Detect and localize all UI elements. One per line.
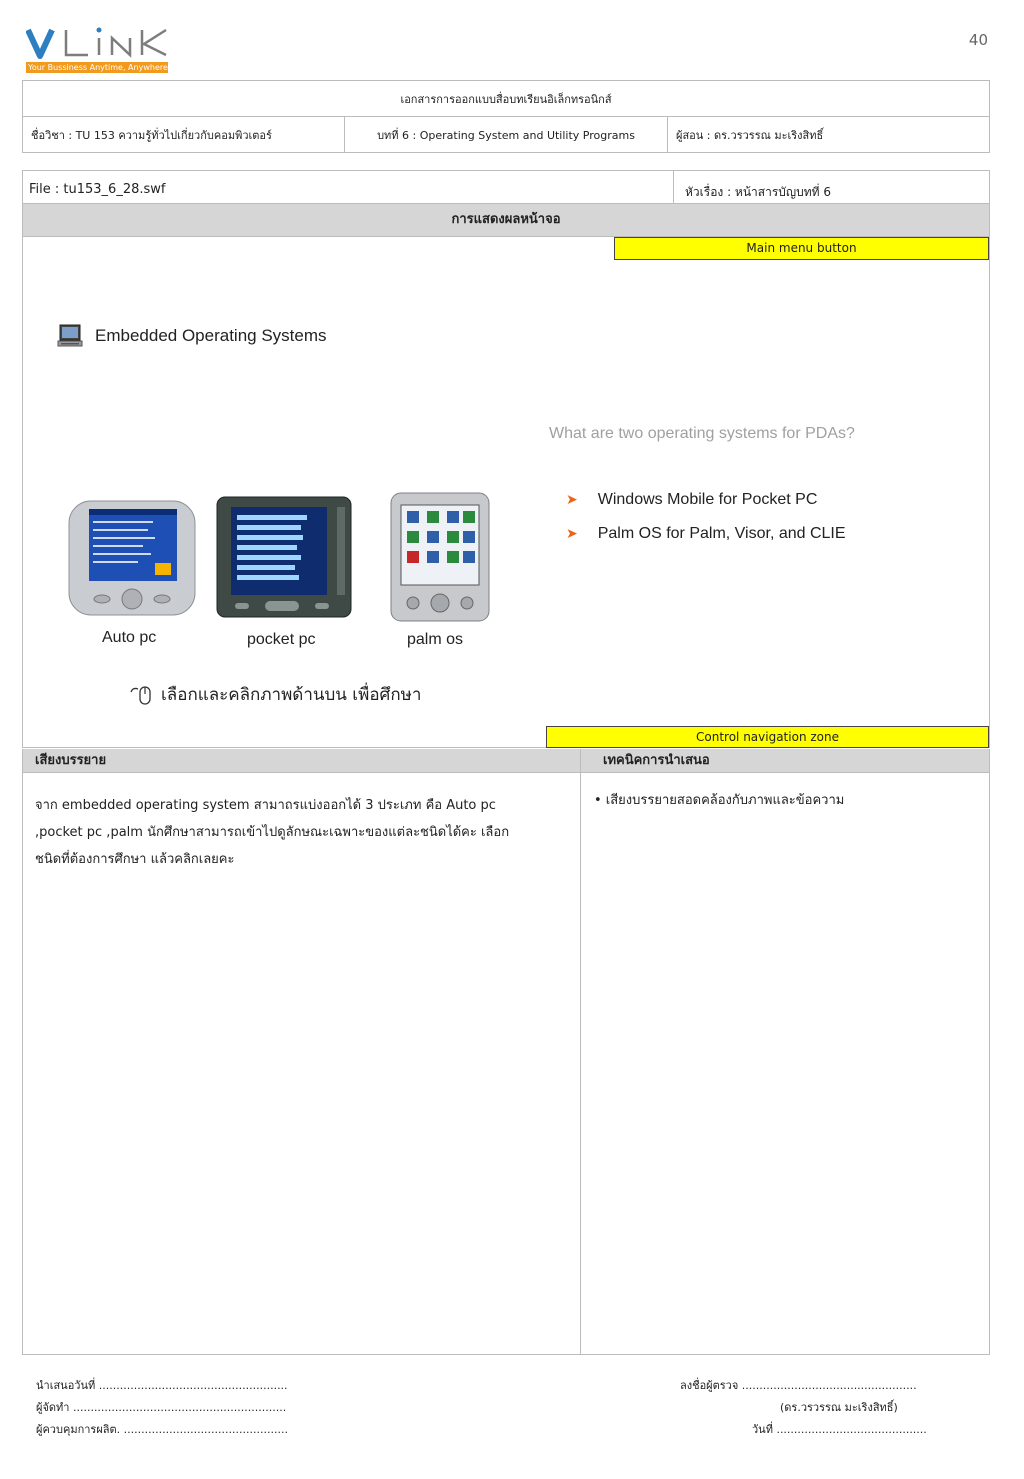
main-menu-button-zone[interactable]: Main menu button [614,237,989,260]
technique-text: • เสียงบรรยายสอดคล้องกับภาพและข้อความ [594,793,845,808]
answer-item [566,489,846,510]
palm-os-image[interactable] [389,491,491,627]
chapter-name: บทที่ 6 : Operating System and Utility Programs [345,117,668,153]
instruction-text: เลือกและคลิกภาพด้านบน เพื่อศึกษา [161,685,422,705]
narration-header-right: เทคนิคการนำเสนอ [603,753,710,768]
vlink-logo-icon [26,24,172,62]
computer-icon [57,324,83,348]
divider [673,171,674,204]
pocket-pc-device-icon [215,495,353,619]
question-text: What are two operating systems for PDAs? [549,425,855,442]
answer-text: Windows Mobile for Pocket PC [597,490,818,508]
document-title: เอกสารการออกแบบสื่อบทเรียนอิเล็กทรอนิกส์ [23,81,990,117]
pocket-pc-label[interactable]: pocket pc [247,631,316,648]
narration-text [35,792,565,873]
screen-display-section [22,170,990,748]
display-section-title: การแสดงผลหน้าจอ [23,204,989,237]
production-controller: ผู้ควบคุมการผลิต. ............................................... [36,1423,288,1436]
course-name: ชื่อวิชา : TU 153 ความรู้ทั่วไปเกี่ยวกับคอมพิวเตอร์ [23,117,345,153]
page-number: 40 [968,31,988,49]
presented-date: นำเสนอวันที่ ...................................................... [36,1379,288,1392]
narration-line: ,pocket pc ,palm นักศึกษาสามารถเข้าไปดูลักษณะเฉพาะของแต่ละชนิดได้คะ เลือก [35,825,510,840]
narration-section [22,749,990,1355]
pocket-pc-image[interactable] [215,495,353,623]
narration-header [23,749,989,773]
mouse-click-icon [129,684,153,706]
logo-tagline: Your Bussiness Anytime, Anywhere [28,63,168,72]
check-date: วันที่ ........................................... [752,1423,927,1436]
section-title-text: Embedded Operating Systems [95,326,327,345]
palm-os-label[interactable]: palm os [407,631,464,648]
file-name: File : tu153_6_28.swf [29,182,166,197]
instructor-name: ผู้สอน : ดร.วรวรรณ มะเริงสิทธิ์ [668,117,990,153]
narration-line: จาก embedded operating system สามาถรแบ่งออกได้ 3 ประเภท คือ Auto pc [35,798,496,813]
narration-header-left: เสียงบรรยาย [35,753,107,768]
document-header-table [22,80,990,153]
auto-pc-device-icon [67,499,197,617]
vlink-logo [26,24,172,74]
control-navigation-zone[interactable]: Control navigation zone [546,726,989,748]
palm-os-device-icon [389,491,491,623]
topic-name: หัวเรื่อง : หน้าสารบัญบทที่ 6 [685,185,832,199]
auto-pc-label[interactable]: Auto pc [102,629,157,646]
arrow-bullet-icon: ➤ [566,491,578,507]
answer-text: Palm OS for Palm, Visor, and CLIE [597,524,846,542]
auto-pc-image[interactable] [67,499,197,621]
answer-list [566,489,846,557]
section-title [57,324,327,348]
file-row [23,171,989,204]
prepared-by: ผู้จัดทำ ............................................................. [36,1401,287,1414]
checker-name: (ดร.วรวรรณ มะเริงสิทธิ์) [780,1401,898,1414]
narration-line: ชนิดที่ต้องการศึกษา แล้วคลิกเลยคะ [35,852,235,867]
instruction [129,681,421,708]
answer-item [566,523,846,544]
divider [580,749,581,1354]
arrow-bullet-icon: ➤ [566,525,578,541]
checker-signature: ลงชื่อผู้ตรวจ .................................................. [680,1379,917,1392]
